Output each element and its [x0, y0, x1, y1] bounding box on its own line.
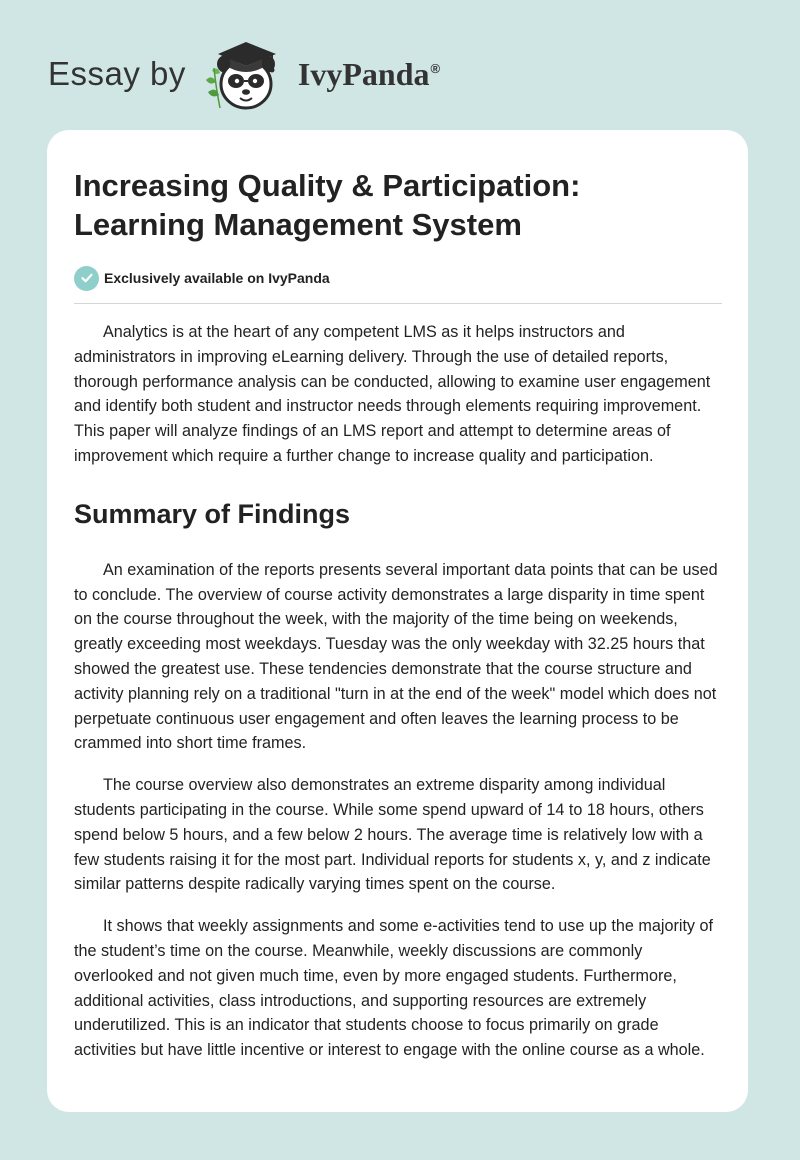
essay-title [74, 166, 722, 244]
title-line-1: Increasing Quality & Participation: [74, 168, 581, 203]
body-paragraph: The course overview also demonstrates an extreme disparity among individual students participating in the course. While some spend upward of 14 to 18 hours, others spend below 5 hours, and a few below 2 hours. The average time is relatively low with a few students raising it for the most part. Individual reports for students x, y, and z indicate similar patterns despite radically varying times spent on the course. [74, 776, 711, 894]
site-brand[interactable] [48, 34, 440, 114]
divider [74, 303, 722, 304]
exclusive-badge [74, 264, 722, 292]
body-paragraph: An examination of the reports presents several important data points that can be used to conclude. The overview of course activity demonstrates a large disparity in time spent on the course throughout the week, with the majority of the time being on weekends, greatly exceeding most weekdays. Tuesday was the only weekday with 32.25 hours that showed the greatest use. These tendencies demonstrate that the course structure and activity planning rely on a traditional "turn in at the end of the week" model which does not perpetuate continuous user engagement and often leaves the learning process to be crammed into short time frames. [74, 560, 718, 753]
essay-card [47, 130, 748, 1112]
brand-name: IvyPanda® [297, 55, 441, 92]
check-icon [74, 266, 99, 291]
intro-paragraph: Analytics is at the heart of any competent LMS as it helps instructors and administrators in improving eLearning delivery. Through the use of detailed reports, thorough performance analysis can be conducted, allowing to examine user engagement and identify both student and instructor needs through elements requiring improvement. This paper will analyze findings of an LMS report and attempt to determine areas of improvement which require a further change to increase quality and participation. [74, 323, 711, 465]
body-paragraph: It shows that weekly assignments and some e-activities tend to use up the majority of the student’s time on the course. Meanwhile, weekly discussions are commonly overlooked and not given much time, even by more engaged students. Furthermore, additional activities, class introductions, and supporting resources are extremely underutilized. This is an indicator that students choose to focus primarily on grade activities but have little incentive or interest to engage with the online course as a whole. [74, 917, 714, 1060]
ivypanda-logo-icon [200, 34, 292, 114]
section-heading: Summary of Findings [74, 498, 351, 529]
brand-prefix: Essay by [48, 55, 186, 92]
badge-text: Exclusively available on IvyPanda [104, 270, 330, 286]
title-line-2: Learning Management System [74, 207, 522, 242]
